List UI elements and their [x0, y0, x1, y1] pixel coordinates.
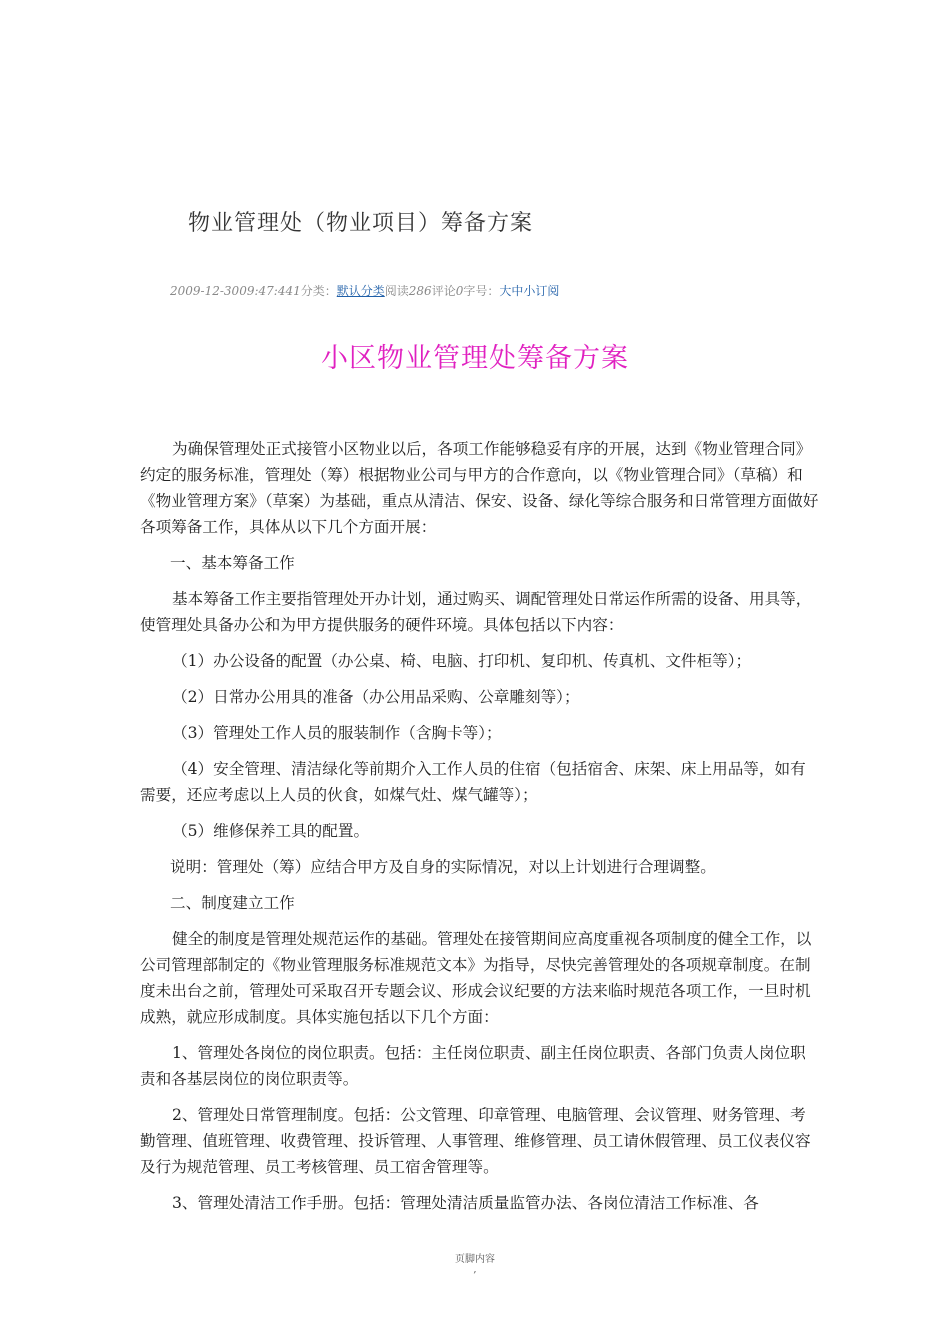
post-datetime: 2009-12-3009:47:44 [170, 284, 294, 298]
category-label: 分类： [300, 284, 337, 298]
list-item: （4）安全管理、清洁绿化等前期介入工作人员的住宿（包括宿舍、床架、床上用品等，如有需要，还应考虑以上人员的伙食，如煤气灶、煤气罐等）； [140, 760, 806, 804]
section-1-paragraph: 基本筹备工作主要指管理处开办计划，通过购买、调配管理处日常运作所需的设备、用具等，使管理处具备办公和为甲方提供服务的硬件环境。具体包括以下内容： [140, 590, 812, 634]
main-heading: 小区物业管理处筹备方案 [321, 343, 629, 374]
font-size-label: 字号： [463, 284, 500, 298]
numbered-item: 2、管理处日常管理制度。包括：公文管理、印章管理、电脑管理、会议管理、财务管理、考勤管理、值班管理、收费管理、投诉管理、人事管理、维修管理、员工请休假管理、员工仪表仪容及行为规范管理、员工考核管理、员工宿舍管理等。 [140, 1106, 811, 1176]
list-item: （5）维修保养工具的配置。 [172, 822, 370, 840]
numbered-item: 1、管理处各岗位的岗位职责。包括：主任岗位职责、副主任岗位职责、各部门负责人岗位职责和各基层岗位的岗位职责等。 [140, 1044, 806, 1088]
post-count: 1 [293, 284, 301, 298]
font-size-small-link[interactable]: 小 [523, 284, 536, 298]
font-size-medium-link[interactable]: 中 [511, 284, 524, 298]
section-heading-2: 二、制度建立工作 [170, 894, 295, 912]
list-item: （1）办公设备的配置（办公桌、椅、电脑、打印机、复印机、传真机、文件柜等）； [172, 652, 752, 670]
numbered-item: 3、管理处清洁工作手册。包括：管理处清洁质量监管办法、各岗位清洁工作标准、各 [172, 1194, 759, 1212]
read-label: 阅读 [384, 284, 409, 298]
intro-paragraph: 为确保管理处正式接管小区物业以后，各项工作能够稳妥有序的开展，达到《物业管理合同》约定的服务标准，管理处（筹）根据物业公司与甲方的合作意向，以《物业管理合同》（草稿）和《物业管理方案》（草案）为基础，重点从清洁、保安、设备、绿化等综合服务和日常管理方面做好各项筹备工作，具体从以下几个方面开展： [140, 440, 819, 536]
footer-mark: , [473, 1264, 477, 1275]
comment-count: 0 [455, 284, 464, 298]
page-footer [0, 1250, 950, 1275]
list-item: （3）管理处工作人员的服装制作（含胸卡等）； [172, 724, 502, 742]
category-link[interactable]: 默认分类 [336, 284, 385, 298]
document-title: 物业管理处（物业项目）筹备方案 [188, 211, 534, 236]
section-heading-1: 一、基本筹备工作 [170, 554, 295, 572]
document-body [140, 436, 820, 1226]
section-2-paragraph: 健全的制度是管理处规范运作的基础。管理处在接管期间应高度重视各项制度的健全工作，以公司管理部制定的《物业管理服务标准规范文本》为指导，尽快完善管理处的各项规章制度。在制度未出台之前，管理处可采取召开专题会议、形成会议纪要的方法来临时规范各项工作，一旦时机成熟，就应形成制度。具体实施包括以下几个方面： [140, 930, 812, 1026]
read-count: 286 [408, 284, 432, 298]
footer-text: 页脚内容 [455, 1254, 495, 1265]
subscribe-link[interactable]: 订阅 [535, 284, 560, 298]
list-item: （2）日常办公用具的准备（办公用品采购、公章雕刻等）； [172, 688, 580, 706]
font-size-large-link[interactable]: 大 [499, 284, 512, 298]
post-meta [170, 282, 559, 299]
comment-label: 评论 [431, 284, 456, 298]
note-paragraph: 说明：管理处（筹）应结合甲方及自身的实际情况，对以上计划进行合理调整。 [170, 858, 716, 876]
